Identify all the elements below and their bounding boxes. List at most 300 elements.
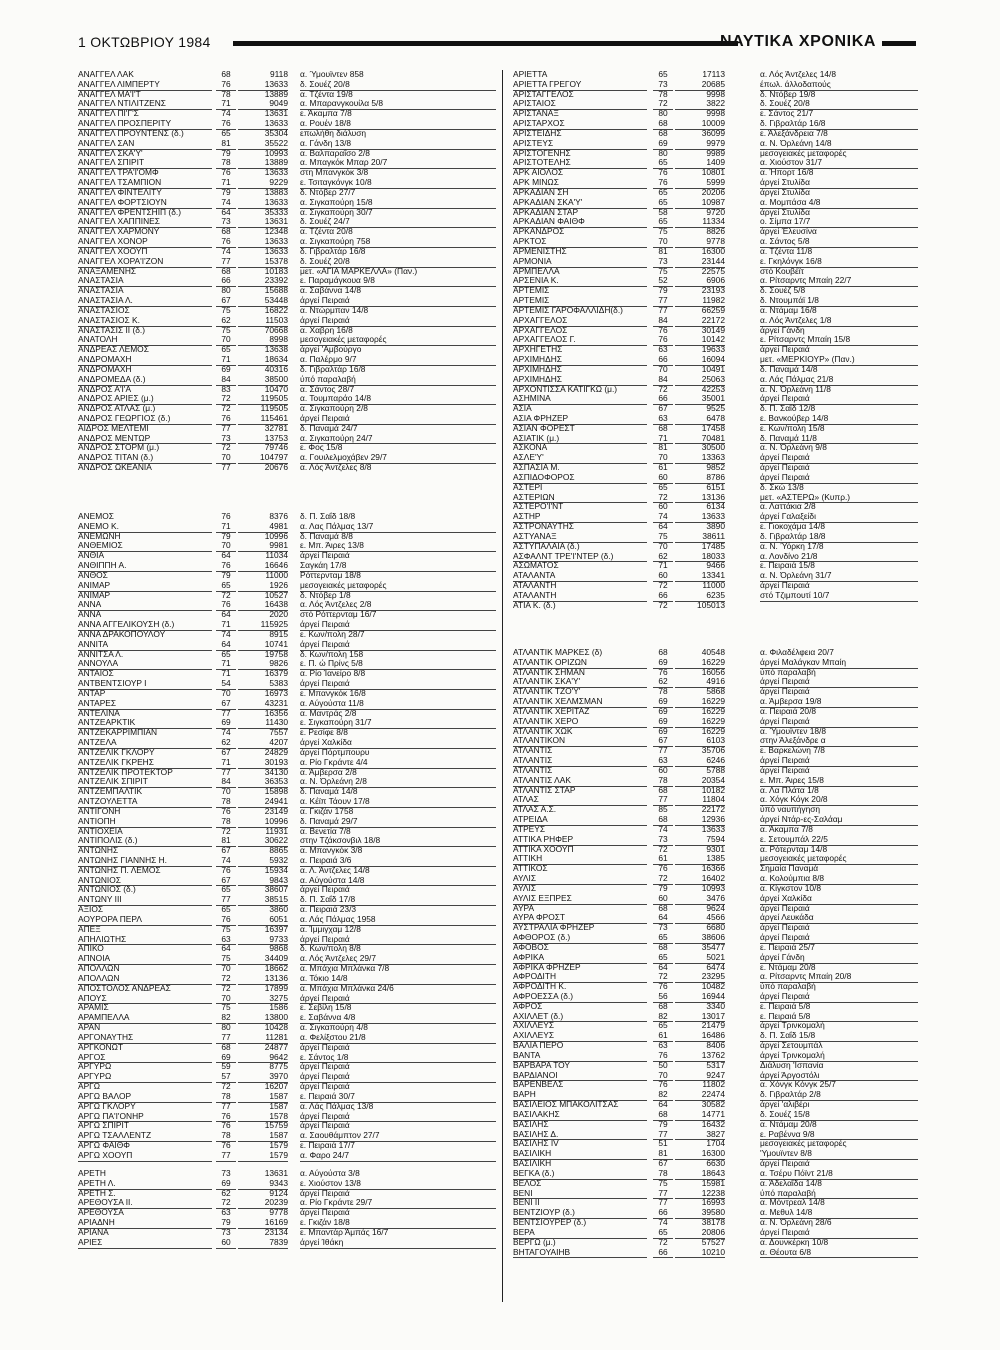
ship-year: 67	[658, 1159, 668, 1169]
ship-tonnage: 9343	[238, 1179, 288, 1190]
ship-status: α. Γάνδη 13/8	[300, 139, 496, 150]
ship-name: ΑΡΙΣΤΑΙΟΣ	[513, 99, 647, 110]
ship-name: ΑΡΓΩ ΠΑ'Ι'ΟΝΗΡ	[78, 1112, 212, 1123]
ship-row	[78, 1141, 498, 1151]
ship-year: 69	[216, 718, 236, 729]
ship-year: 66	[653, 1208, 673, 1219]
ship-year: 78	[653, 1169, 673, 1180]
ship-tonnage: 4916	[675, 677, 725, 688]
ship-name: ΑΡΧΗΓΕΤΗΣ	[513, 345, 563, 355]
ship-year: 76	[221, 1121, 231, 1131]
ship-row	[78, 247, 498, 257]
ship-status: δ. Παναμά 8/8	[300, 531, 353, 541]
ship-year: 78	[221, 89, 231, 99]
ship-tonnage: 16056	[701, 667, 725, 677]
ship-row	[513, 845, 918, 855]
ship-status: α. Τσέρυ Πόϊντ 21/8	[760, 1169, 918, 1180]
ship-year: 52	[653, 276, 673, 287]
ship-status: ο. Σίμπα 17/7	[760, 217, 918, 228]
ship-status: άργεί Πειραιά	[300, 620, 496, 631]
ship-status: ε. Γιοκοχάμα 14/8	[760, 522, 825, 532]
ship-year: 61	[653, 1031, 673, 1042]
ship-year: 72	[221, 983, 231, 993]
ship-row	[513, 306, 918, 316]
ship-row	[513, 894, 918, 904]
ship-year: 82	[653, 1012, 673, 1023]
ship-row	[78, 866, 498, 876]
ship-tonnage: 43231	[238, 699, 288, 710]
ship-tonnage: 9843	[238, 876, 288, 887]
ship-tonnage: 16300	[675, 1149, 725, 1160]
ship-tonnage: 3860	[269, 905, 288, 915]
ship-row	[513, 1002, 918, 1012]
ship-status: στη Μπανγκόκ 3/8	[300, 168, 369, 178]
ship-tonnage: 10183	[264, 266, 288, 276]
ship-row	[513, 188, 918, 198]
ship-row	[78, 149, 498, 159]
ship-tonnage: 16366	[701, 864, 725, 874]
ship-name: ΑΡΚΑΝΔΡΟΣ	[513, 227, 565, 237]
ship-name: ΑΝΑΓΓΕΛ ΦΡΕΝΤΣΗΙΠ (δ.)	[78, 207, 182, 217]
ship-tonnage: 16169	[238, 1218, 288, 1229]
ship-tonnage: 23149	[264, 806, 288, 816]
ship-name: ΑΝΤΖΕΛΑ	[78, 738, 212, 749]
ship-year: 83	[221, 384, 231, 394]
ship-row	[78, 1033, 498, 1043]
ship-row	[513, 552, 918, 562]
ship-year: 69	[653, 697, 673, 708]
ship-tonnage: 13633	[238, 198, 288, 209]
ship-row	[513, 276, 918, 286]
ship-tonnage: 10741	[238, 640, 288, 651]
ship-row	[78, 227, 498, 237]
ship-year: 60	[653, 473, 673, 484]
ship-status: α. Μεθυλ 14/8	[760, 1208, 918, 1219]
ship-tonnage: 1926	[238, 581, 288, 592]
ship-name: ΑΝΤΑΙΟΣ	[78, 669, 114, 679]
ship-tonnage: 9998	[706, 109, 725, 119]
ship-year: 68	[658, 1001, 668, 1011]
ship-status: α. Αύγούστα 11/8	[300, 699, 496, 710]
ship-row	[513, 963, 918, 973]
ship-tonnage: 22172	[675, 316, 725, 327]
ship-name: ΑΦΘΟΡΟΣ (δ.)	[513, 933, 647, 944]
ship-name: ΑΡΓΩ	[78, 1082, 101, 1092]
ship-tonnage: 7594	[675, 835, 725, 846]
ship-name: ΑΥΡΑ ΦΡΟΣΤ	[513, 913, 647, 924]
ship-status: α. Βενετία 7/8	[300, 826, 351, 836]
ship-name: ΑΣΤΡΟΝΑΥΤΗΣ	[513, 522, 574, 532]
ship-year: 76	[658, 982, 668, 992]
ship-year: 56	[653, 992, 673, 1003]
ship-row	[513, 776, 918, 786]
ship-status: ε. Φος 15/8	[300, 443, 343, 453]
ship-status: α. Κολούμπια 8/8	[760, 874, 918, 885]
ship-year: 79	[658, 883, 668, 893]
ship-status: επωλήθη διάλυση	[300, 128, 367, 138]
ship-row	[78, 964, 498, 974]
ship-tonnage: 119505	[238, 394, 288, 405]
ship-tonnage: 4981	[238, 522, 288, 533]
ship-year: 64	[216, 640, 236, 651]
ship-year: 68	[221, 70, 231, 79]
ship-row	[78, 119, 498, 129]
ship-year: 78	[216, 817, 236, 828]
ship-tonnage: 19758	[264, 649, 288, 659]
ship-name: ΑΡΙΣΤΑΓΓΕΛΟΣ	[513, 89, 574, 99]
ship-tonnage: 16229	[701, 706, 725, 716]
ship-name: ΑΙΔΡΟΣ ΜΕΛΤΕΜΙ	[78, 423, 149, 433]
ship-tonnage: 16944	[675, 992, 725, 1003]
ship-status: άργεί Γαλαξείδι	[760, 512, 918, 523]
ship-row	[78, 90, 498, 100]
ship-row	[78, 296, 498, 306]
ship-status: άργεί Πειραιά	[760, 345, 810, 355]
ship-name: ΒΕΝΙ ΙΙ	[513, 1198, 540, 1208]
ship-tonnage: 17899	[264, 983, 288, 993]
ship-tonnage: 1579	[269, 1141, 288, 1150]
ship-tonnage: 10182	[701, 785, 725, 795]
ship-status: α. Λάς Πάλμας 21/8	[760, 375, 918, 386]
ship-tonnage: 30622	[238, 836, 288, 847]
ship-year: 65	[221, 128, 231, 138]
ship-tonnage: 39580	[675, 1208, 725, 1219]
ship-tonnage: 16229	[701, 726, 725, 736]
ship-row	[78, 365, 498, 375]
ship-tonnage: 24941	[238, 797, 288, 808]
ship-row	[78, 620, 498, 630]
ship-year: 66	[653, 394, 673, 405]
ship-status: α. Ν. Ύόρκη 17/8	[760, 541, 824, 551]
ship-status: ε. Ντάμαμ 20/8	[760, 962, 816, 972]
ship-year: 72	[221, 1082, 231, 1092]
ship-year: 68	[658, 423, 668, 433]
ship-row	[513, 561, 918, 571]
ship-status: ε. Πειραιά 30/7	[300, 1092, 496, 1103]
ship-year: 76	[658, 1080, 668, 1090]
ship-year: 79	[221, 531, 231, 541]
ship-status: α. Λός Άντζελες 1/8	[760, 316, 918, 327]
ship-tonnage: 35304	[264, 128, 288, 138]
ship-row	[513, 982, 918, 992]
ship-tonnage: 9778	[269, 1208, 288, 1218]
ship-name: ΑΝΔΡΟΣ ΜΕΝΤΩΡ	[78, 434, 212, 445]
ship-year: 63	[653, 756, 673, 767]
ship-tonnage: 38500	[238, 375, 288, 386]
ship-tonnage: 16822	[264, 305, 288, 315]
ship-year: 68	[658, 903, 668, 913]
ship-name: ΒΕΝΙ	[513, 1189, 647, 1200]
ship-year: 68	[653, 119, 673, 130]
ship-tonnage: 9868	[269, 944, 288, 954]
ship-tonnage: 20806	[675, 1228, 725, 1239]
ship-status: στό Ρόττερνταμ 16/7	[300, 610, 377, 620]
ship-status: άργεί Πειραιά	[300, 1042, 350, 1052]
ship-status: άργεί Ίθάκη	[300, 1238, 496, 1249]
ship-year: 77	[653, 1189, 673, 1200]
ship-tonnage: 8376	[269, 512, 288, 521]
ship-year: 85	[658, 805, 668, 815]
ship-year: 77	[653, 296, 673, 307]
ship-name: ΑΣΤΥΠΑΛΑΙΑ (δ.)	[513, 541, 580, 551]
ship-status: άργεί Χαλκίδα	[760, 894, 918, 905]
ship-name: ΑΠΗΛΙΩΤΗΣ	[78, 935, 212, 946]
ship-tonnage: 66259	[701, 305, 725, 315]
ship-row	[78, 217, 498, 227]
ship-tonnage: 13800	[238, 1013, 288, 1024]
ship-row	[513, 375, 918, 385]
ship-year: 63	[221, 1208, 231, 1218]
ship-tonnage: 9049	[238, 99, 288, 110]
ship-row	[78, 1092, 498, 1102]
ship-row	[78, 1151, 498, 1161]
ship-name: ΑΤΛΑΝΤΙΚ ΧΕΡΙΤΑΖ	[513, 706, 590, 716]
ship-tonnage: 21479	[701, 1021, 725, 1031]
ship-status: α. Τζέντα 19/8	[300, 89, 353, 99]
ship-year: 75	[658, 266, 668, 276]
ship-status: α. Ρουέν 18/8	[300, 119, 496, 130]
ship-row	[78, 876, 498, 886]
ship-row	[513, 1090, 918, 1100]
ship-tonnage: 10527	[264, 590, 288, 600]
ship-row	[78, 385, 498, 395]
ship-year: 60	[653, 571, 673, 582]
ship-name: ΑΥΛΙΣ ΕΞΠΡΕΣ	[513, 894, 647, 905]
ship-row	[78, 434, 498, 444]
ship-year: 62	[216, 316, 236, 327]
ship-year: 72	[653, 874, 673, 885]
ship-year: 77	[658, 1198, 668, 1208]
ship-status: ε. Γκηλόνγκ 16/8	[760, 257, 918, 268]
ship-row	[78, 748, 498, 758]
ship-tonnage: 105013	[697, 600, 725, 610]
ship-year: 66	[653, 1248, 673, 1259]
ship-name: ΑΡΜΕΝΙΣΤΗΣ	[513, 246, 567, 256]
ship-tonnage: 40316	[264, 364, 288, 374]
ship-name: ΑΡΤΕΜΙΣ	[513, 286, 550, 296]
ship-name: ΒΑΣΙΛΗΣ IV	[513, 1139, 559, 1149]
ship-row	[78, 1013, 498, 1023]
ship-tonnage: 23295	[675, 972, 725, 983]
ship-status: ύπό παραλαβή	[760, 982, 816, 992]
ship-status: α. Ντάμαμ 20/8	[760, 1119, 817, 1129]
ship-status: άργεί Πειραιά	[300, 935, 496, 946]
ship-year: 71	[216, 178, 236, 189]
ship-status: ε. Μπ. Άιρες 13/8	[300, 541, 496, 552]
ship-year: 74	[221, 246, 231, 256]
ship-year: 82	[653, 1090, 673, 1101]
ship-name: ΑΞΙΟΣ	[78, 905, 104, 915]
page-header	[78, 34, 916, 56]
ship-year: 75	[221, 325, 231, 335]
ship-row	[513, 1041, 918, 1051]
ship-year: 70	[653, 453, 673, 464]
ship-tonnage: 36353	[238, 777, 288, 788]
ship-name: ΑΤΡΕΥΣ	[513, 824, 546, 834]
ship-year: 70	[216, 335, 236, 346]
ship-tonnage: 9720	[706, 207, 725, 217]
ship-year: 64	[221, 944, 231, 954]
ship-name: ΑΝΑΤΟΛΗ	[78, 335, 212, 346]
ship-row	[78, 1062, 498, 1072]
ship-row	[78, 532, 498, 542]
ship-year: 72	[221, 404, 231, 414]
ship-status: δ. Γιβραλτάρ 16/8	[300, 246, 366, 256]
ship-row	[78, 286, 498, 296]
ship-tonnage: 8865	[269, 846, 288, 856]
ship-row	[78, 109, 498, 119]
ship-year: 76	[221, 806, 231, 816]
ship-year: 81	[658, 246, 668, 256]
ship-name: ΑΤΤΙΚΑ ΡΗΦΕΡ	[513, 835, 647, 846]
ship-row	[78, 139, 498, 149]
ship-row	[513, 904, 918, 914]
ship-year: 68	[653, 815, 673, 826]
ship-status: α. Λός Άντζελες 8/8	[300, 463, 372, 473]
ship-tonnage: 16356	[264, 708, 288, 718]
ship-row	[78, 561, 498, 571]
ship-tonnage: 70668	[264, 325, 288, 335]
ship-status: α. Σιγκαπούρη 30/7	[300, 207, 373, 217]
magazine-title: ΝΑΥΤΙΚΑ ΧΡΟΝΙΚΑ	[720, 33, 876, 50]
ship-row	[78, 885, 498, 895]
ship-name: ΑΡΧΙΜΗΔΗΣ	[513, 375, 647, 386]
ship-row	[78, 689, 498, 699]
ship-row	[513, 1169, 918, 1179]
ship-year: 66	[653, 355, 673, 366]
ship-name: ΑΡΑΜΠΕΛΛΑ	[78, 1013, 212, 1024]
ship-year: 65	[221, 905, 231, 915]
ship-tonnage: 8775	[269, 1062, 288, 1072]
ship-name: ΑΝΤΑΡ	[78, 688, 106, 698]
ship-year: 72	[221, 590, 231, 600]
ship-name: ΑΣΗΜΙΝΑ	[513, 394, 647, 405]
ship-row	[513, 345, 918, 355]
ship-year: 78	[216, 1131, 236, 1142]
ship-tonnage: 6680	[706, 923, 725, 933]
ship-row	[78, 99, 498, 109]
ship-year: 76	[216, 80, 236, 91]
ship-row	[513, 168, 918, 178]
ship-tonnage: 115461	[238, 414, 288, 425]
ship-year: 54	[216, 679, 236, 690]
ship-year: 72	[658, 384, 668, 394]
ship-tonnage: 9525	[706, 404, 725, 414]
ship-year: 76	[653, 178, 673, 189]
ship-status: α. Μπαγκόκ Μπαρ 20/7	[300, 158, 496, 169]
ship-list-block	[78, 1169, 498, 1248]
ship-tonnage: 16432	[701, 1119, 725, 1129]
ship-year: 70	[216, 453, 236, 464]
ship-status: α. Ντάμαμ 16/8	[760, 305, 817, 315]
ship-name: ΑΡΓΩ ΧΟΟΥΠ	[78, 1151, 212, 1162]
ship-year: 77	[221, 767, 231, 777]
ship-status: άργεί Πειραιά	[760, 463, 810, 473]
ship-name: ΑΠΟΛΛΩΝ	[78, 974, 212, 985]
ship-status: α. Μπάχια Μπλάνκα 24/6	[300, 983, 394, 993]
ship-status: Σημαία Παναμά	[760, 864, 819, 874]
ship-status: δ. Παναμά 24/7	[300, 423, 358, 433]
ship-year: 59	[221, 1062, 231, 1072]
ship-year: 76	[216, 414, 236, 425]
ship-year: 63	[658, 345, 668, 355]
ship-status: άργεί Πειραιά	[300, 1112, 496, 1123]
ship-status: α. Ρίο Γκράντε 29/7	[300, 1198, 496, 1209]
ship-tonnage: 24829	[264, 747, 288, 757]
ship-row	[78, 600, 498, 610]
ship-name: ΑΡΓΥΡΩ	[78, 1062, 112, 1072]
ship-status: άργεί Πειραιά	[760, 903, 810, 913]
ship-status: στό Κουβέϊτ	[760, 266, 804, 276]
ship-year: 68	[221, 1042, 231, 1052]
ship-status: α. Ήπορτ 16/8	[760, 168, 814, 178]
ship-name: ΑΡΤΕΜΙΣ ΓΑΡΟΦΑΛΛΙΔΗ(δ.)	[513, 305, 623, 315]
ship-year: 65	[216, 581, 236, 592]
ship-year: 84	[216, 375, 236, 386]
ship-year: 64	[658, 962, 668, 972]
ship-year: 73	[221, 1227, 231, 1237]
ship-year: 72	[658, 581, 668, 591]
ship-status: α. Χαβρη 16/8	[300, 325, 353, 335]
ship-tonnage: 53448	[238, 296, 288, 307]
ship-year: 69	[216, 1053, 236, 1064]
ship-year: 71	[216, 620, 236, 631]
ship-tonnage: 20239	[238, 1198, 288, 1209]
ship-status: άργεί Πειραιά	[300, 640, 496, 651]
ship-status: δ. Σκώ 13/8	[760, 482, 804, 492]
ship-status: α. Ν. Όρλεάνη 9/8	[760, 443, 827, 453]
ship-tonnage: 4207	[238, 738, 288, 749]
ship-name: ΒΑΣΙΛΑΚΗΣ	[513, 1110, 647, 1121]
ship-row	[78, 1023, 498, 1033]
ship-status: άργεί Πειραιά	[300, 1062, 350, 1072]
ship-tonnage: 13633	[238, 119, 288, 130]
ship-tonnage: 5021	[675, 953, 725, 964]
ship-name: ΑΡΓΚΟΝΩΤ	[78, 1042, 124, 1052]
ship-row	[78, 1043, 498, 1053]
ship-status: άργεί Πειραιά	[760, 1159, 810, 1169]
ship-tonnage: 6151	[706, 482, 725, 492]
ship-row	[78, 777, 498, 787]
ship-tonnage: 13631	[238, 217, 288, 228]
ship-year: 70	[658, 541, 668, 551]
ship-status: δ. Γιβραλτάρ 2/8	[760, 1090, 918, 1101]
ship-tonnage: 13889	[238, 158, 288, 169]
ship-status: δ. Κων/πολη 8/8	[300, 944, 361, 954]
ship-tonnage: 16379	[264, 669, 288, 679]
ship-year: 72	[216, 974, 236, 985]
ship-year: 65	[653, 198, 673, 209]
ship-name: ΑΦΡΟΔΙΤΗ	[513, 972, 647, 983]
ship-row	[513, 1021, 918, 1031]
ship-name: ΑΝΔΡΟΜΑΧΗ	[78, 355, 212, 366]
ship-tonnage: 16300	[701, 246, 725, 256]
ship-row	[513, 1248, 918, 1258]
ship-row	[78, 709, 498, 719]
ship-name: ΑΝΑΣΤΑΣΙΑ Λ.	[78, 296, 212, 307]
ship-row	[513, 414, 918, 424]
ship-name: ΑΝΑΓΓΕΛ ΣΚΑ'Υ'	[78, 148, 143, 158]
ship-name: ΑΤΛΑΝΤΙΚ ΣΗΜΑΝ	[513, 667, 585, 677]
ship-name: ΑΣΤΗΡ	[513, 512, 647, 523]
ship-name: ΑΝΑΓΓΕΛ ΛΑΚ	[78, 70, 134, 79]
ship-name: ΑΝΑΣΤΑΣΙΟΣ	[78, 305, 130, 315]
ship-name: ΑΝΔΡΟΣ ΩΚΕΑΝΙΑ	[78, 463, 152, 473]
ship-status: ε. Σάντος 21/7	[760, 109, 814, 119]
ship-status: άργεί Γάνδη	[760, 325, 805, 335]
ship-row	[78, 375, 498, 385]
ship-row	[513, 864, 918, 874]
